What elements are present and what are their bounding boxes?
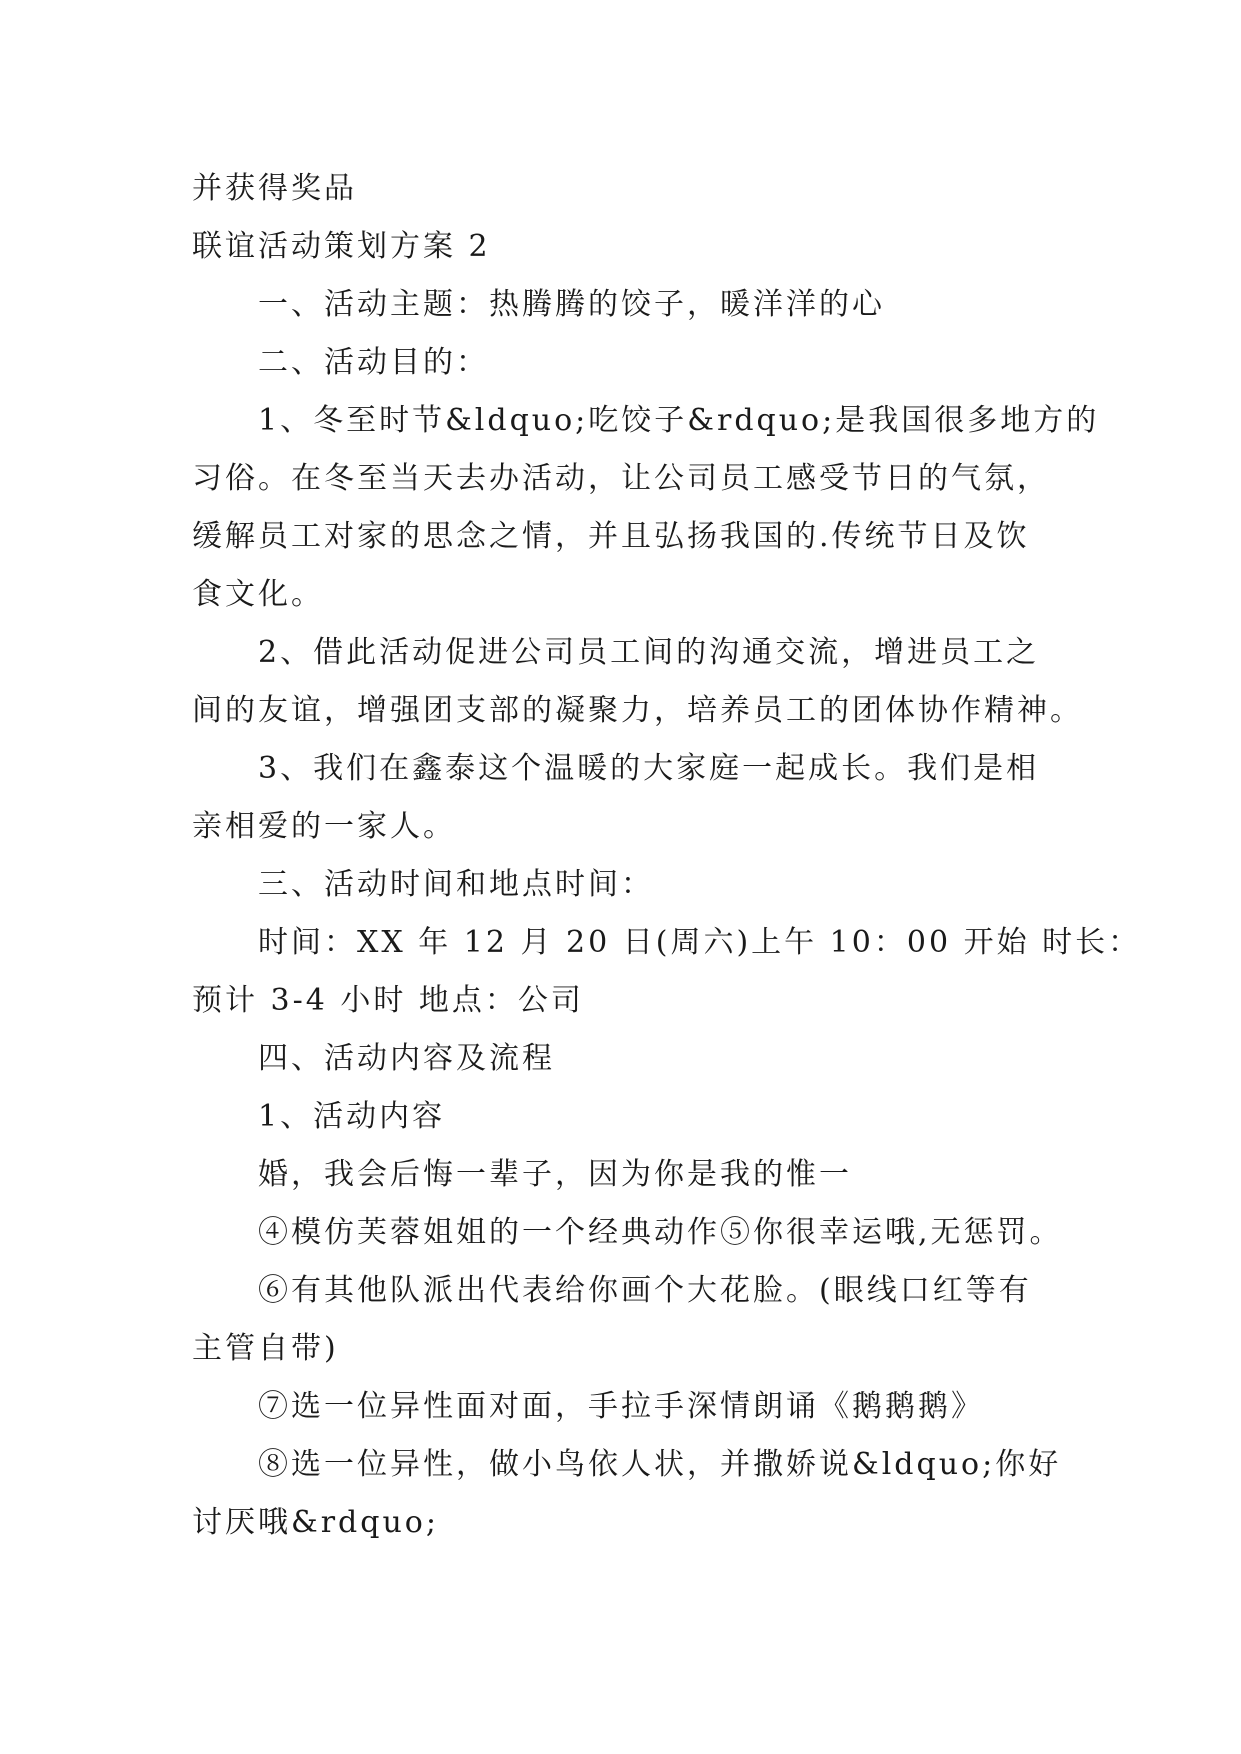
text-line: 婚，我会后悔一辈子，因为你是我的惟一	[258, 1157, 852, 1192]
text-line: 讨厌哦&rdquo;	[192, 1505, 439, 1540]
text-line: 一、活动主题：热腾腾的饺子，暖洋洋的心	[258, 287, 885, 322]
text-line: 主管自带)	[192, 1331, 339, 1366]
text-line: 1、冬至时节&ldquo;吃饺子&rdquo;是我国很多地方的	[258, 403, 1100, 438]
text-line: ⑧选一位异性，做小鸟依人状，并撒娇说&ldquo;你好	[258, 1447, 1062, 1482]
text-line: 预计 3-4 小时 地点：公司	[192, 983, 584, 1018]
text-line: 3、我们在鑫泰这个温暖的大家庭一起成长。我们是相	[258, 751, 1040, 786]
text-line: ⑦选一位异性面对面，手拉手深情朗诵《鹅鹅鹅》	[258, 1389, 984, 1424]
text-line: ⑥有其他队派出代表给你画个大花脸。(眼线口红等有	[258, 1273, 1032, 1308]
text-line: 2、借此活动促进公司员工间的沟通交流，增进员工之	[258, 635, 1040, 670]
text-line: 四、活动内容及流程	[258, 1041, 555, 1076]
text-line: 习俗。在冬至当天去办活动，让公司员工感受节日的气氛，	[192, 461, 1050, 496]
text-line: ④模仿芙蓉姐姐的一个经典动作⑤你很幸运哦,无惩罚。	[258, 1215, 1063, 1250]
text-line: 二、活动目的：	[258, 345, 489, 380]
text-line: 食文化。	[192, 577, 324, 612]
text-line: 1、活动内容	[258, 1099, 446, 1134]
text-line: 亲相爱的一家人。	[192, 809, 456, 844]
text-line: 并获得奖品	[192, 171, 357, 206]
text-line: 缓解员工对家的思念之情，并且弘扬我国的.传统节日及饮	[192, 519, 1030, 554]
text-line: 三、活动时间和地点时间：	[258, 867, 654, 902]
document-body	[192, 160, 1142, 1552]
text-line: 时间：XX 年 12 月 20 日(周六)上午 10：00 开始 时长：	[258, 925, 1142, 960]
section-title: 联谊活动策划方案 2	[192, 229, 491, 264]
text-line: 间的友谊，增强团支部的凝聚力，培养员工的团体协作精神。	[192, 693, 1083, 728]
